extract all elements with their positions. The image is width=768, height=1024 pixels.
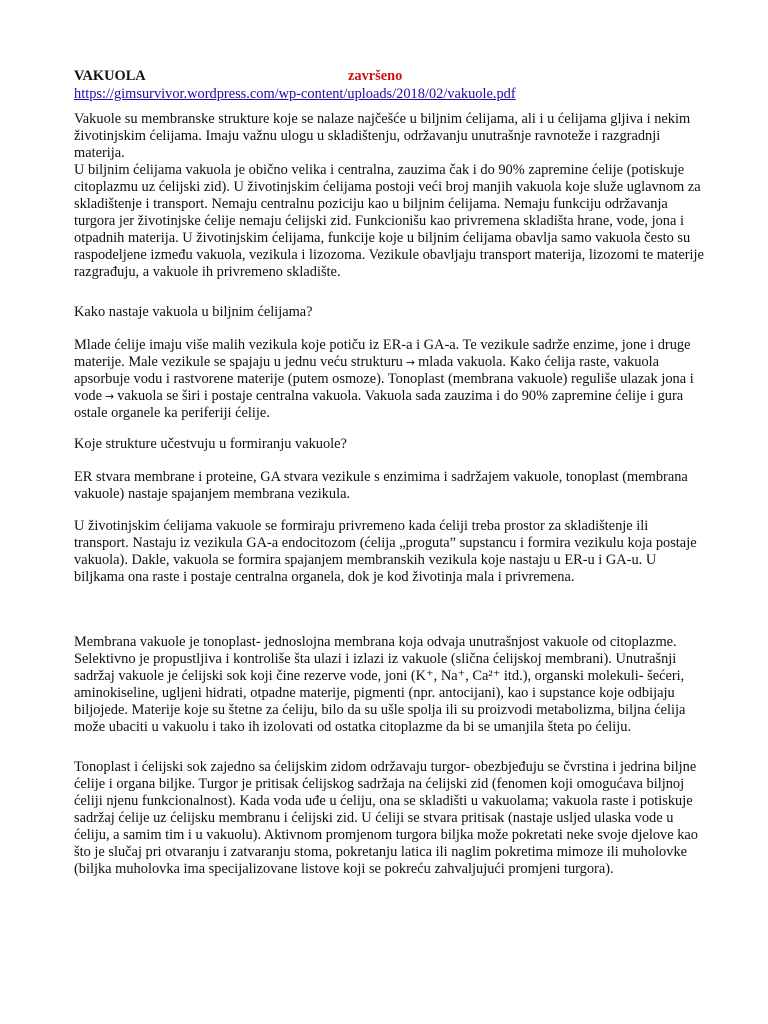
document-header xyxy=(74,68,714,103)
source-link[interactable]: https://gimsurvivor.wordpress.com/wp-content/uploads/2018/02/vakuole.pdf xyxy=(74,86,516,102)
animal-paragraph: U životinjskim ćelijama vakuole se formiraju privremeno kada ćeliji treba prostor za skladištenje ili transport. Nastaju iz vezikula GA-a endocitozom (ćelija „proguta” supstancu i formira vezikulu koja postaje vakuola). Dakle, vakuola se formira spajanjem membranskih vezikula koje nastaju u ER-u i GA-u. U biljkama ona raste i postaje centralna organela, dok je kod životinja mala i privremena. xyxy=(74,518,697,585)
title-row xyxy=(74,68,714,84)
status-label: završeno xyxy=(348,68,403,84)
question-1: Kako nastaje vakuola u biljnim ćelijama? xyxy=(74,304,313,320)
arrow-right-icon: → xyxy=(405,356,416,369)
answer-2: ER stvara membrane i proteine, GA stvara vezikule s enzimima i sadržajem vakuole, tonoplast (membrana vakuole) nastaje spajanjem membrana vezikula. xyxy=(74,469,688,502)
turgor-paragraph: Tonoplast i ćelijski sok zajedno sa ćelijskim zidom održavaju turgor- obezbjeđuju se čvrstina i jedrina biljne ćelije i organa biljke. Turgor je pritisak ćelijskog sadržaja na ćelijski zid (fenomen koji omogućava biljnoj ćeliji njenu funkcionalnost). Kada voda uđe u ćeliju, ona se skladišti u vakuolama; vakuola raste i potiskuje sadržaj ćelije uz ćelijsku membranu i ćelijski zid. U ćeliji se stvara pritisak (nastaje usljed ulaska vode u ćeliju, a samim tim i u vakuolu). Aktivnom promjenom turgora biljka može pokretati neke svoje djelove kao što je slučaj pri otvaranju i zatvaranju stoma, pokretanju latica ili naglim pokretima mimoze ili muholovke (biljka muholovka ima specijalizovane listove koji se pokreću zahvaljujući promjeni turgora). xyxy=(74,759,698,877)
answer-1-part-c: vakuola se širi i postaje centralna vakuola. Vakuola sada zauzima i do 90% zapremine ćelije i gura ostale organele ka periferiji ćelije. xyxy=(74,388,684,421)
answer-1-part-a: Mlade ćelije imaju više malih vezikula koje potiču iz ER-a i GA-a. Te vezikule sadrže enzime, jone i druge materije. Male vezikule se spajaju u jednu veću strukturu xyxy=(74,337,691,370)
arrow-right-icon: → xyxy=(104,390,115,403)
document-title: VAKUOLA xyxy=(74,68,146,84)
question-2: Koje strukture učestvuju u formiranju vakuole? xyxy=(74,436,347,452)
intro-paragraph-2: U biljnim ćelijama vakuola je obično velika i centralna, zauzima čak i do 90% zapremine ćelije (potiskuje citoplazmu uz ćelijski zid). U životinjskim ćelijama postoji veći broj manjih vakuola koje služe uglavnom za skladištenje i transport. Nemaju centralnu poziciju kao u biljnim ćelijama. Nemaju funkciju održavanja turgora jer životinjske ćelije nemaju ćelijski zid. Funkcionišu kao privremena skladišta hrane, vode, jona i otpadnih materija. U životinjskim ćelijama, funkcije koje u biljnim ćelijama obavlja samo vakuola često su raspodeljene između vakuola, vezikula i lizozoma. Vezikule obavljaju transport materija, lizozomi te materije razgrađuju, a vakuole ih privremeno skladište. xyxy=(74,162,704,280)
membrane-paragraph: Membrana vakuole je tonoplast- jednoslojna membrana koja odvaja unutrašnjost vakuole od citoplazme. Selektivno je propustljiva i kontroliše šta ulazi i izlazi iz vakuole (slična ćelijskoj membrani). Unutrašnji sadržaj vakuole je ćelijski sok koji čine rezerve vode, joni (K⁺, Na⁺, Ca²⁺ itd.), organski molekuli- šećeri, aminokiseline, ugljeni hidrati, otpadne materije, pigmenti (npr. antocijani), kao i supstance koje odbijaju biljojede. Materije koje su štetne za ćeliju, bilo da su ušle spolja ili su proizvodi metabolizma, biljna ćelija može ubaciti u vakuolu i tako ih izolovati od ostatka citoplazme da bi se umanjila šteta po ćeliju. xyxy=(74,634,686,735)
answer-1 xyxy=(74,337,704,422)
intro-paragraph-1: Vakuole su membranske strukture koje se nalaze najčešće u biljnim ćelijama, ali i u ćelijama gljiva i nekim životinjskim ćelijama. Imaju važnu ulogu u skladištenju, održavanju unutrašnje ravnoteže i razgradnji materija. xyxy=(74,111,691,161)
answer-1-part-b: mlada vakuola. Kako ćelija raste, vakuola apsorbuje vodu i rastvorene materije (putem osmoze). Tonoplast (membrana vakuole) reguliše ulazak jona i vode xyxy=(74,354,694,404)
